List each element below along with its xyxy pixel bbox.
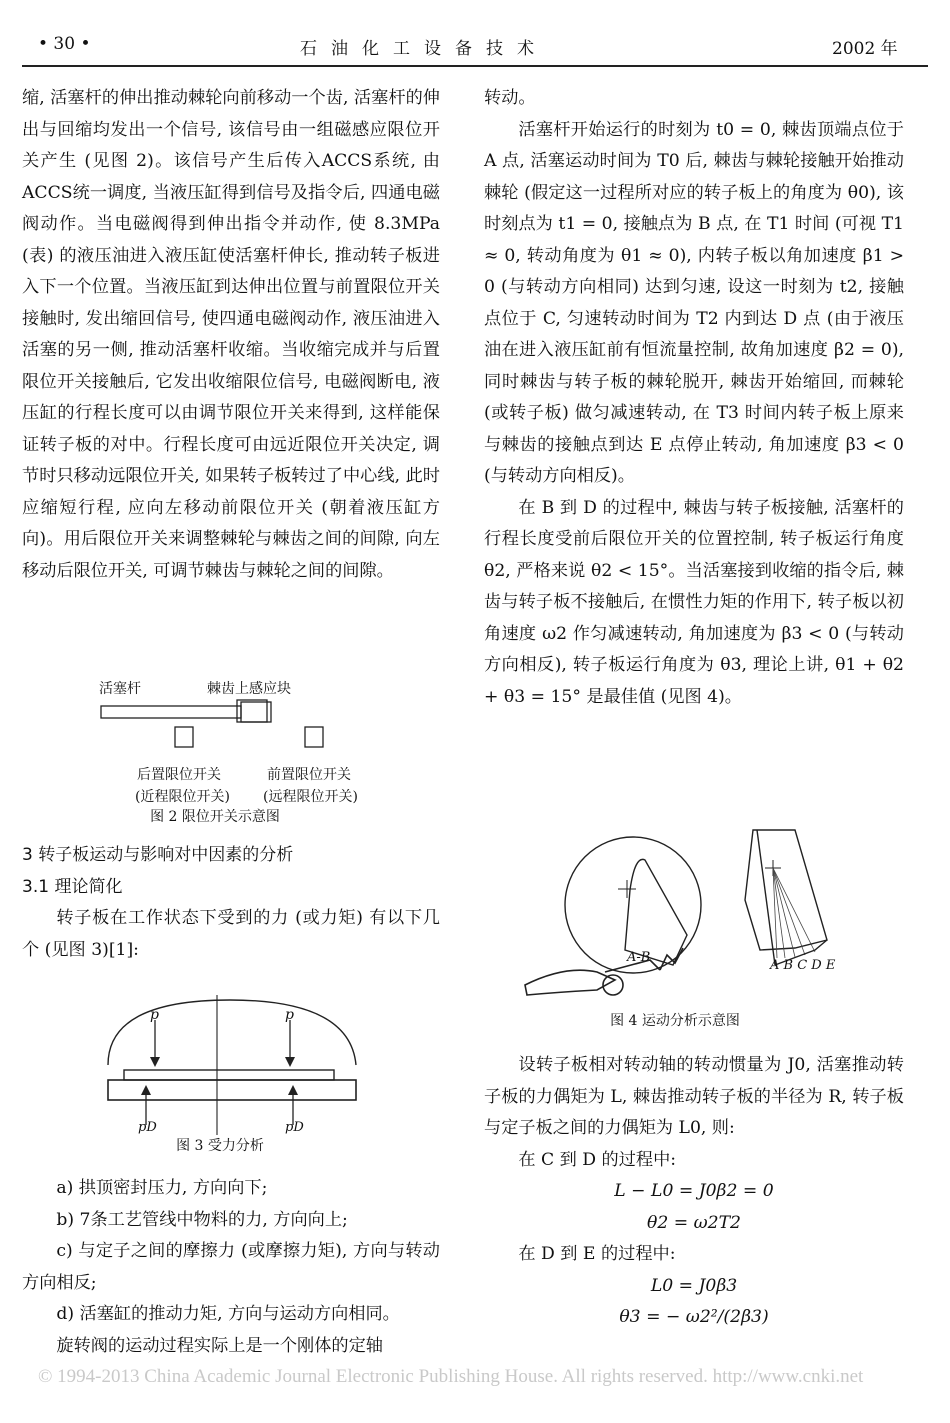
pd-label-right: pD [285,1120,304,1135]
paragraph: 旋转阀的运动过程实际上是一个刚体的定轴 [56,1335,383,1356]
label-ab: A-B [627,950,651,965]
list-item: a) 拱顶密封压力, 方向向下; [56,1178,268,1198]
left-column-list [22,1173,440,1362]
paragraph: 设转子板相对转动轴的转动惯量为 J0, 活塞推动转子板的力偶矩为 L, 棘齿推动转子板的半径为 R, 转子板与定子板之间的力偶矩为 L0, 则: [484,1055,904,1138]
list-item: d) 活塞缸的推动力矩, 方向与运动方向相同。 [56,1304,400,1324]
figure-3-caption: 图 3 受力分析 [176,1138,264,1154]
page-number: • 30 • [38,34,91,54]
journal-title: 石油化工设备技术 [300,39,548,59]
figure-3-drawing [100,995,365,1135]
label-front-switch: 前置限位开关 [267,767,351,783]
pd-label-left: pD [138,1120,157,1135]
figure-2 [95,674,395,834]
pressure-label-left: p [150,1007,159,1023]
figure-4-caption: 图 4 运动分析示意图 [610,1013,740,1029]
figure-3 [100,995,365,1165]
label-front-switch-note: (远程限位开关) [263,789,358,805]
section-heading-3: 3 转子板运动与影响对中因素的分析 [22,845,294,865]
label-rear-switch: 后置限位开关 [137,767,221,783]
header-rule [22,65,928,67]
journal-year: 2002 年 [832,39,898,59]
list-item: c) 与定子之间的摩擦力 (或摩擦力矩), 方向与转动方向相反; [22,1241,440,1293]
left-column-section [22,840,440,966]
section-heading-3-1: 3.1 理论简化 [22,876,123,897]
paragraph: 转子板在工作状态下受到的力 (或力矩) 有以下几个 (见图 3)[1]: [22,908,440,960]
label-piston-rod: 活塞杆 [99,681,141,697]
page-header [0,0,950,68]
formula: θ2 = ω2T2 [647,1212,741,1233]
copyright-watermark: © 1994-2013 China Academic Journal Electronic Publishing House. All rights reserved. http://www.cnki.net [38,1366,864,1387]
paragraph: 缩, 活塞杆的伸出推动棘轮向前移动一个齿, 活塞杆的伸出与回缩均发出一个信号, 该信号由一组磁感应限位开关产生 (见图 2)。该信号产生后传入ACCS系统, 由ACCS统一调度, 当液压缸得到信号及指令后, 四通电磁阀动作。当电磁阀得到伸出指令并动作, 使 8.3MPa (表) 的液压油进入液压缸使活塞杆伸长, 推动转子板进入下一个位置。当液压缸到达伸出位置与前置限位开关接触时, 发出缩回信号, 使四通电磁阀动作, 液压油进入活塞的另一侧, 推动活塞杆收缩。当收缩完成并与后置限位开关接触后, 它发出收缩限位信号, 电磁阀断电, 液压缸的行程长度可以由调节限位开关来得到, 这样能保证转子板的对中。行程长度可由远近限位开关决定, 调节时只移动远限位开关, 如果转子板转过了中心线, 此时应缩短行程, 应向左移动前限位开关 (朝着液压缸方向)。用后限位开关来调整棘轮与棘齿之间的间隙, 向左移动后限位开关, 可调节棘齿与棘轮之间的间隙。 [22,88,440,581]
label-sensor-block: 棘齿上感应块 [207,681,291,697]
paragraph: 在 C 到 D 的过程中: [518,1149,677,1170]
paragraph: 活塞杆开始运行的时刻为 t0 = 0, 棘齿顶端点位于 A 点, 活塞运动时间为 T0 后, 棘齿与棘轮接触开始推动棘轮 (假定这一过程所对应的转子板上的角度为 θ0), 该时刻点为 t1 = 0, 接触点为 B 点, 在 T1 时间 (可视 T1 ≈ 0, 转动角度为 θ1 ≈ 0), 内转子板以角加速度 β1 > 0 (与转动方向相同) 达到匀速, 设这一时刻为 t2, 接触点位于 C, 匀速转动时间为 T2 内到达 D 点 (由于液压油在进入液压缸前有恒流量控制, 故角加速度 β2 = 0), 同时棘齿与转子板的棘轮脱开, 棘齿开始缩回, 而棘轮 (或转子板) 做匀减速转动, 在 T3 时间内转子板上原来与棘齿的接触点到达 E 点停止转动, 角加速度 β3 < 0 (与转动方向相反)。 [484,119,904,486]
right-column [484,83,904,713]
paragraph: 在 D 到 E 的过程中: [518,1244,676,1264]
left-column [22,83,440,650]
formula: L − L0 = J0β2 = 0 [614,1181,774,1201]
label-rear-switch-note: (近程限位开关) [135,789,230,805]
pressure-label-right: p [285,1007,294,1023]
right-column-lower [484,1050,904,1334]
formula: L0 = J0β3 [650,1275,738,1296]
list-item: b) 7条工艺管线中物料的力, 方向向上; [56,1209,348,1230]
figure-2-caption: 图 2 限位开关示意图 [150,809,280,825]
figure-4-drawing [505,800,875,1010]
paragraph: 在 B 到 D 的过程中, 棘齿与转子板接触, 活塞杆的行程长度受前后限位开关的位置控制, 转子板运行角度 θ2, 严格来说 θ2 < 15°。当活塞接到收缩的指令后, 棘齿与转子板不接触后, 在惯性力矩的作用下, 转子板以初角速度 ω2 作匀减速转动, 角加速度为 β3 < 0 (与转动方向相反), 转子板运行角度为 θ3, 理论上讲, θ1 + θ2 + θ3 = 15° 是最佳值 (见图 4)。 [484,497,904,707]
paragraph: 转动。 [484,88,536,108]
figure-4 [505,800,875,1035]
label-abcde: A B C D E [770,958,836,973]
formula: θ3 = − ω2²/(2β3) [619,1307,769,1327]
